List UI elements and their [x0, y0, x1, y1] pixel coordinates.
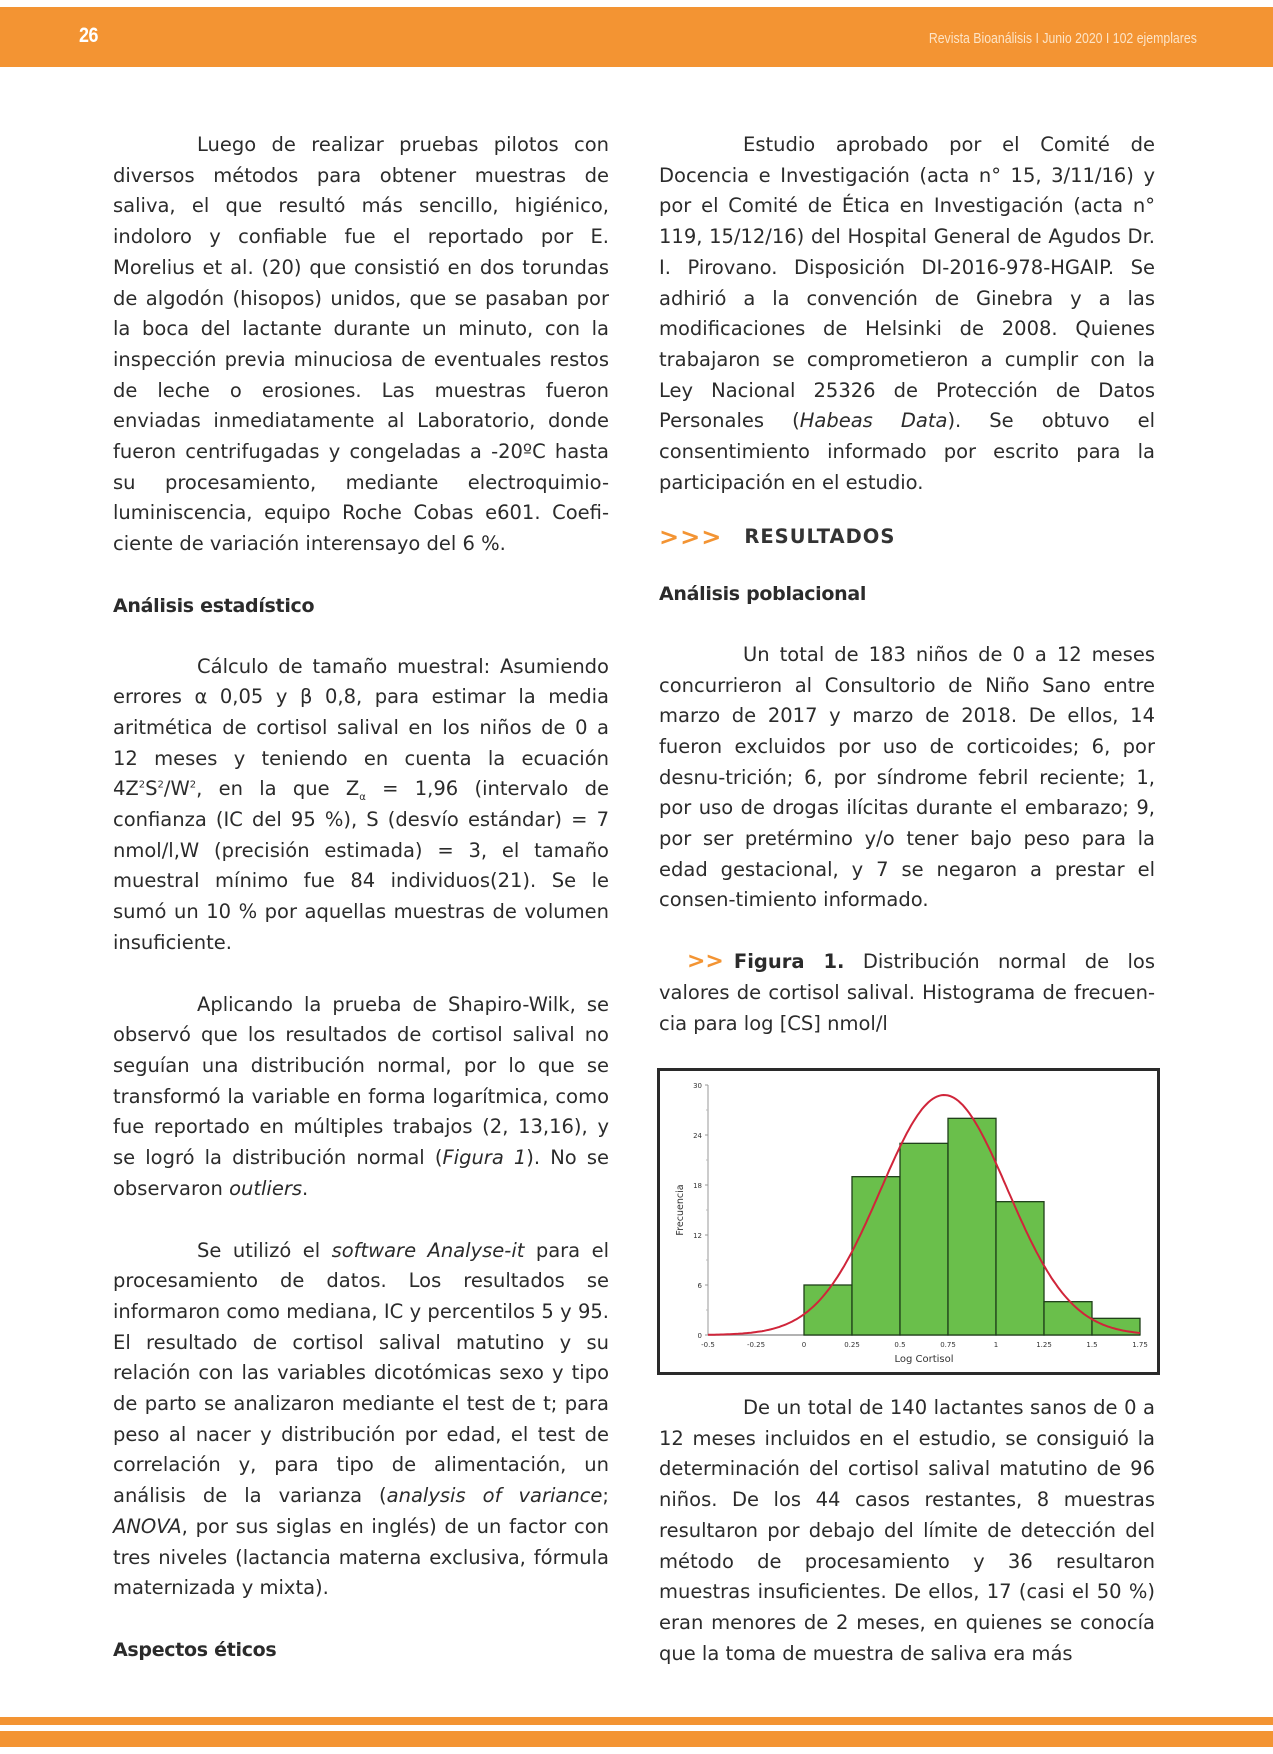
section-heading-results [659, 522, 1155, 553]
y-tick-label: 24 [693, 1132, 702, 1140]
x-tick-label: 0 [801, 1341, 807, 1349]
chevrons-icon: >> [687, 949, 724, 975]
x-tick-label: 1.5 [1086, 1341, 1098, 1349]
footer-stripe [0, 1717, 1273, 1725]
running-head: Revista Bioanálisis I Junio 2020 I 102 ejemplares [928, 30, 1197, 47]
paragraph-software: Se utilizó el software Analyse-it para el procesamiento de datos. Los resultados se informaron como mediana, IC y percentilos 5 y 95. El resultado de cortisol salival matutino y su relación con las variables dicotómicas sexo y tipo de parto se analizaron mediante el test de t; para peso al nacer y distribución por edad, el test de correlación y, para tipo de alimentación, un análisis de la varianza (analysis of variance; ANOVA, por sus siglas en inglés) de un factor con tres niveles (lactancia materna exclusiva, fórmula maternizada y mixta). [113, 1238, 609, 1600]
figure-1-histogram [657, 1068, 1160, 1375]
x-axis-label: Log Cortisol [894, 1354, 954, 1365]
right-column [659, 130, 1155, 1039]
x-tick-label: 0.5 [894, 1341, 906, 1349]
y-axis-label: Frecuencia [675, 1184, 686, 1236]
paragraph-samples-obtained: De un total de 140 lactantes sanos de 0 a 12 meses incluidos en el estudio, se consiguió la determinación del cortisol salival matutino de 96 niños. De los 44 casos restantes, 8 muestras resultaron por debajo del límite de detección del método de procesamiento y 36 resultaron muestras insuficientes. De ellos, 17 (casi el 50 %) eran menores de 2 meses, en quienes se conocía que la toma de muestra de saliva era más [659, 1396, 1155, 1665]
y-tick-label: 6 [697, 1282, 702, 1290]
page-number: 26 [79, 24, 99, 47]
right-column-lower [659, 1393, 1155, 1669]
y-tick-label: 0 [697, 1332, 702, 1340]
left-column [113, 130, 609, 1666]
histogram-bar [1044, 1302, 1092, 1335]
footer-stripe [0, 1731, 1273, 1747]
figure-caption: >> Figura 1. Distribución normal de los valores de cortisol salival. Histograma de frecuen-cia para log [CS] nmol/l [659, 949, 1156, 1035]
x-tick-label: 1.25 [1036, 1341, 1052, 1349]
x-tick-label: 1 [993, 1341, 999, 1349]
histogram-chart [660, 1071, 1157, 1372]
heading-population-analysis: Análisis poblacional [659, 583, 867, 606]
histogram-bar [948, 1118, 996, 1335]
heading-ethics: Aspectos éticos [113, 1638, 277, 1661]
x-tick-label: 0.25 [844, 1341, 860, 1349]
paragraph-shapiro-wilk: Aplicando la prueba de Shapiro-Wilk, se observó que los resultados de cortisol salival no seguían una distribución normal, por lo que se transformó la variable en forma logarítmica, como fue reportado en múltiples trabajos (2, 13,16), y se logró la distribución normal (Figura 1). No se observaron outliers. [113, 992, 609, 1200]
x-tick-label: 1.75 [1132, 1341, 1148, 1349]
paragraph-ethics-approval: Estudio aprobado por el Comité de Docencia e Investigación (acta n° 15, 3/11/16) y por el Comité de Ética en Investigación (acta n° 119, 15/12/16) del Hospital General de Agudos Dr. I. Pirovano. Disposición DI-2016-978-HGAIP. Se adhirió a la convención de Ginebra y a las modificaciones de Helsinki de 2008. Quienes trabajaron se comprometieron a cumplir con la Ley Nacional 25326 de Protección de Datos Personales (Habeas Data). Se obtuvo el consentimiento informado por escrito para la participación en el estudio. [659, 133, 1155, 494]
paragraph-population: Un total de 183 niños de 0 a 12 meses concurrieron al Consultorio de Niño Sano entre marzo de 2017 y marzo de 2018. De ellos, 14 fueron excluidos por uso de corticoides; 6, por desnu-trición; 6, por síndrome febril reciente; 1, por uso de drogas ilícitas durante el embarazo; 9, por ser pretérmino y/o tener bajo peso para la edad gestacional, y 7 se negaron a prestar el consen-timiento informado. [659, 642, 1155, 912]
y-tick-label: 12 [693, 1232, 702, 1240]
paragraph-sampling-method: Luego de realizar pruebas pilotos con diversos métodos para obtener muestras de saliva, el que resultó más sencillo, higiénico, indoloro y confiable fue el reportado por E. Morelius et al. (20) que consistió en dos torundas de algodón (hisopos) unidos, que se pasaban por la boca del lactante durante un minuto, con la inspección previa minuciosa de eventuales restos de leche o erosiones. Las muestras fueron enviadas inmediatamente al Laboratorio, donde fueron centrifugadas y congeladas a -20ºC hasta su procesamiento, mediante electroquimio-luminiscencia, equipo Roche Cobas e601. Coefi-ciente de variación interensayo del 6 %. [113, 133, 609, 556]
histogram-bar [900, 1143, 948, 1335]
heading-statistical-analysis: Análisis estadístico [113, 594, 315, 617]
x-tick-label: 0.75 [940, 1341, 956, 1349]
y-tick-label: 18 [693, 1182, 702, 1190]
chevrons-icon: >>> [659, 523, 723, 552]
section-title: RESULTADOS [744, 525, 896, 549]
y-tick-label: 30 [693, 1082, 702, 1090]
x-tick-label: -0.5 [701, 1341, 715, 1349]
x-tick-label: -0.25 [746, 1341, 766, 1349]
histogram-bar [804, 1285, 852, 1335]
paragraph-sample-size: Cálculo de tamaño muestral: Asumiendo errores α 0,05 y β 0,8, para estimar la media aritmética de cortisol salival en los niños de 0 a 12 meses y teniendo en cuenta la ecuación $4Z^2S^2/W^2$, en la que $Z_\alpha = 1,96$ (intervalo de confianza (IC del 95 %), S (desvío estándar) = 7 nmol/l,W (precisión estimada) = 3, el tamaño muestral mínimo fue 84 individuos(21). Se le sumó un 10 % por aquellas muestras de volumen insuficiente. [113, 654, 610, 954]
histogram-bar [996, 1202, 1044, 1335]
